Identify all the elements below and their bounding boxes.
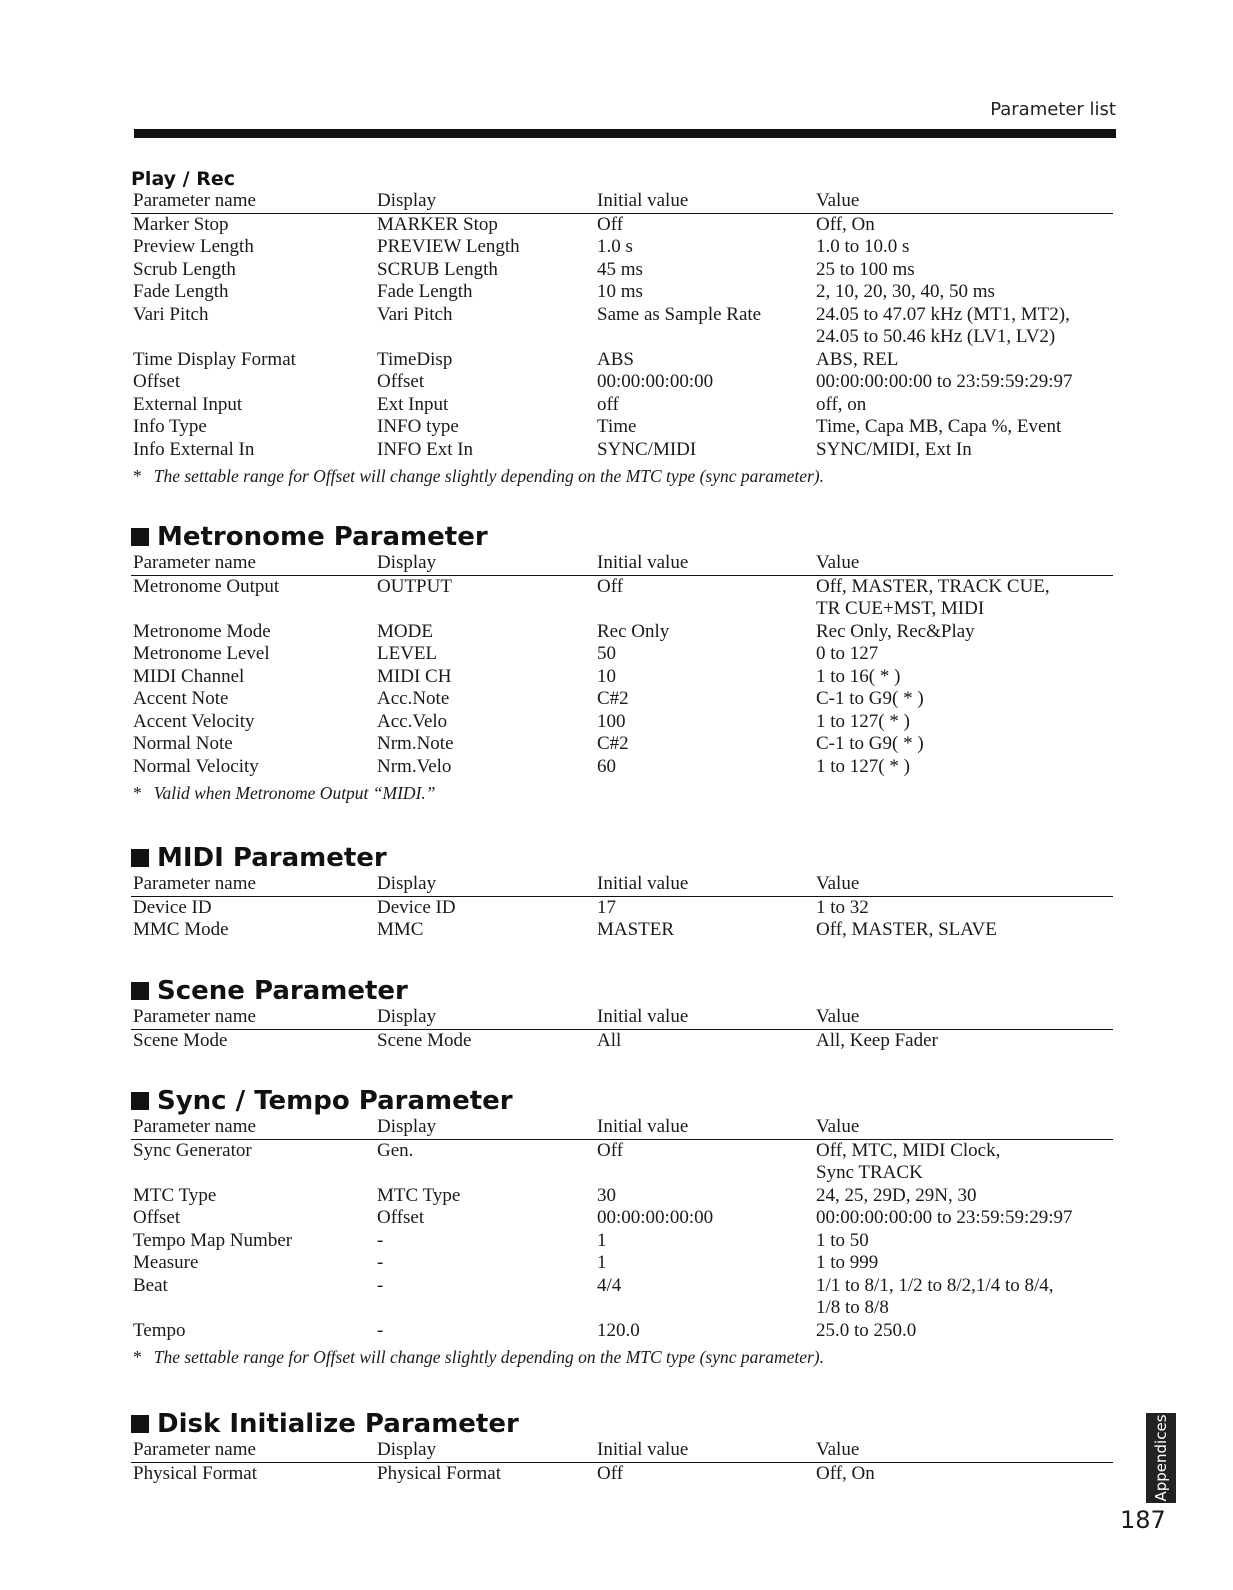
table-row: Marker Stop MARKER Stop Off Off, On xyxy=(133,213,875,235)
table-row: MMC Mode MMC MASTER Off, MASTER, SLAVE xyxy=(133,919,997,940)
table-row: Info External In INFO Ext In SYNC/MIDI SYNC/MIDI, Ext In xyxy=(133,438,972,460)
square-bullet-icon xyxy=(131,1415,149,1433)
table-row: Tempo Map Number - 1 1 to 50 xyxy=(133,1229,869,1251)
section-title: Metronome Parameter xyxy=(131,522,1113,552)
table-row: Tempo - 120.0 25.0 to 250.0 xyxy=(133,1319,917,1341)
table-header: Parameter name Display Initial value Value xyxy=(131,552,1113,576)
running-header: Parameter list xyxy=(990,99,1116,120)
table-row: Scene Mode Scene Mode All All, Keep Fader xyxy=(133,1029,938,1051)
footnote: * Valid when Metronome Output “MIDI.” xyxy=(133,783,436,803)
table-header: Parameter name Display Initial value Value xyxy=(131,190,1113,214)
appendices-tab-label: Appendices xyxy=(1152,1414,1170,1502)
table-row: Offset Offset 00:00:00:00:00 00:00:00:00:00 to 23:59:59:29:97 xyxy=(133,371,1073,392)
table-row: Metronome Mode MODE Rec Only Rec Only, Rec&Play xyxy=(133,620,975,642)
table-row: MTC Type MTC Type 30 24, 25, 29D, 29N, 30 xyxy=(133,1184,977,1206)
table-row: Physical Format Physical Format Off Off, On xyxy=(133,1462,875,1484)
table-row: Fade Length Fade Length 10 ms 2, 10, 20, 30, 40, 50 ms xyxy=(133,281,995,302)
table-row: Info Type INFO type Time Time, Capa MB, Capa %, Event xyxy=(133,416,1062,437)
square-bullet-icon xyxy=(131,528,149,546)
table-row: Time Display Format TimeDisp ABS ABS, REL xyxy=(133,348,899,370)
square-bullet-icon xyxy=(131,1092,149,1110)
table-row: Metronome Output OUTPUT Off Off, MASTER, TRACK CUE, TR CUE+MST, MIDI xyxy=(133,575,1050,619)
footnote: * The settable range for Offset will change slightly depending on the MTC type (sync parameter). xyxy=(133,1347,824,1367)
section-title: Sync / Tempo Parameter xyxy=(131,1086,1113,1116)
table-row: Normal Velocity Nrm.Velo 60 1 to 127( * ) xyxy=(133,755,910,777)
table-row: Scrub Length SCRUB Length 45 ms 25 to 100 ms xyxy=(133,258,915,280)
section-scene xyxy=(131,976,1113,1052)
square-bullet-icon xyxy=(131,982,149,1000)
section-title: MIDI Parameter xyxy=(131,843,1113,873)
table-row: Measure - 1 1 to 999 xyxy=(133,1252,879,1273)
footnote: * The settable range for Offset will change slightly depending on the MTC type (sync parameter). xyxy=(133,466,824,486)
table-header: Parameter name Display Initial value Value xyxy=(131,1439,1113,1463)
table-row: Normal Note Nrm.Note C#2 C-1 to G9( * ) xyxy=(133,733,924,754)
table-row: Sync Generator Gen. Off Off, MTC, MIDI Clock, Sync TRACK xyxy=(133,1139,1001,1183)
section-metronome xyxy=(131,522,1113,808)
table-row: Device ID Device ID 17 1 to 32 xyxy=(133,896,869,918)
page-number: 187 xyxy=(1120,1506,1166,1534)
appendices-tab xyxy=(1146,1413,1176,1503)
table-header: Parameter name Display Initial value Value xyxy=(131,1006,1113,1030)
table-row: Offset Offset 00:00:00:00:00 00:00:00:00:00 to 23:59:59:29:97 xyxy=(133,1207,1073,1228)
section-midi xyxy=(131,843,1113,942)
table-row: Preview Length PREVIEW Length 1.0 s 1.0 to 10.0 s xyxy=(133,236,910,257)
table-row: Accent Velocity Acc.Velo 100 1 to 127( * ) xyxy=(133,710,910,732)
section-disk-initialize xyxy=(131,1409,1113,1485)
table-row: Vari Pitch Vari Pitch Same as Sample Rate 24.05 to 47.07 kHz (MT1, MT2), 24.05 to 50.46 kHz (LV1, LV2) xyxy=(133,303,1070,347)
table-row: Beat - 4/4 1/1 to 8/1, 1/2 to 8/2,1/4 to 8/4, 1/8 to 8/8 xyxy=(133,1274,1054,1318)
table-row: MIDI Channel MIDI CH 10 1 to 16( * ) xyxy=(133,665,901,687)
header-rule xyxy=(134,129,1116,138)
section-sync-tempo xyxy=(131,1086,1113,1372)
table-header: Parameter name Display Initial value Value xyxy=(131,873,1113,897)
section-title: Disk Initialize Parameter xyxy=(131,1409,1113,1439)
table-row: Accent Note Acc.Note C#2 C-1 to G9( * ) xyxy=(133,688,924,709)
section-title: Play / Rec xyxy=(131,168,236,190)
square-bullet-icon xyxy=(131,849,149,867)
table-row: Metronome Level LEVEL 50 0 to 127 xyxy=(133,643,879,664)
section-play-rec xyxy=(131,168,1113,491)
section-title: Scene Parameter xyxy=(131,976,1113,1006)
table-row: External Input Ext Input off off, on xyxy=(133,393,867,415)
table-header: Parameter name Display Initial value Value xyxy=(131,1116,1113,1140)
